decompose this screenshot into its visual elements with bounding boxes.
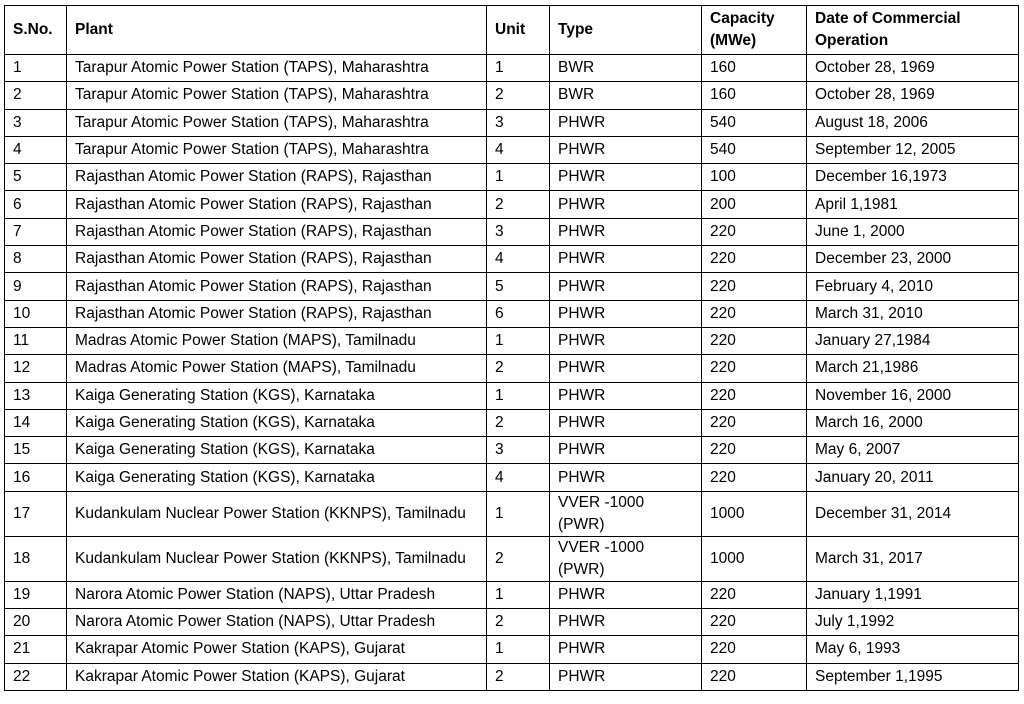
- cell-date: June 1, 2000: [807, 218, 1019, 245]
- cell-type: PHWR: [550, 218, 702, 245]
- cell-plant: Rajasthan Atomic Power Station (RAPS), Rajasthan: [67, 191, 487, 218]
- cell-date: January 27,1984: [807, 327, 1019, 354]
- cell-type: PHWR: [550, 382, 702, 409]
- header-capacity: Capacity (MWe): [702, 6, 807, 55]
- cell-plant: Narora Atomic Power Station (NAPS), Uttar Pradesh: [67, 609, 487, 636]
- table-row: [5, 82, 1019, 109]
- cell-sno: 8: [5, 246, 67, 273]
- cell-sno: 22: [5, 663, 67, 690]
- cell-capacity: 220: [702, 409, 807, 436]
- table-body: [5, 55, 1019, 691]
- cell-type: VVER -1000 (PWR): [550, 536, 702, 581]
- cell-capacity: 220: [702, 273, 807, 300]
- cell-date: January 1,1991: [807, 581, 1019, 608]
- cell-date: March 21,1986: [807, 355, 1019, 382]
- cell-date: August 18, 2006: [807, 109, 1019, 136]
- table-header-row: [5, 6, 1019, 55]
- table-row: [5, 218, 1019, 245]
- cell-unit: 2: [487, 536, 550, 581]
- cell-capacity: 1000: [702, 491, 807, 536]
- cell-capacity: 220: [702, 246, 807, 273]
- cell-capacity: 540: [702, 109, 807, 136]
- cell-date: March 31, 2017: [807, 536, 1019, 581]
- cell-type: PHWR: [550, 663, 702, 690]
- cell-plant: Tarapur Atomic Power Station (TAPS), Maharashtra: [67, 55, 487, 82]
- header-unit: Unit: [487, 6, 550, 55]
- cell-date: February 4, 2010: [807, 273, 1019, 300]
- cell-sno: 9: [5, 273, 67, 300]
- cell-type: PHWR: [550, 581, 702, 608]
- cell-sno: 2: [5, 82, 67, 109]
- header-sno: S.No.: [5, 6, 67, 55]
- cell-date: March 16, 2000: [807, 409, 1019, 436]
- cell-type: PHWR: [550, 609, 702, 636]
- cell-capacity: 220: [702, 355, 807, 382]
- table-row: [5, 437, 1019, 464]
- cell-unit: 1: [487, 491, 550, 536]
- cell-unit: 5: [487, 273, 550, 300]
- cell-type: PHWR: [550, 409, 702, 436]
- cell-date: March 31, 2010: [807, 300, 1019, 327]
- cell-unit: 1: [487, 327, 550, 354]
- cell-date: September 12, 2005: [807, 136, 1019, 163]
- cell-unit: 3: [487, 109, 550, 136]
- table-row: [5, 300, 1019, 327]
- cell-sno: 4: [5, 136, 67, 163]
- cell-unit: 2: [487, 82, 550, 109]
- cell-type: PHWR: [550, 355, 702, 382]
- cell-plant: Kudankulam Nuclear Power Station (KKNPS), Tamilnadu: [67, 491, 487, 536]
- cell-plant: Narora Atomic Power Station (NAPS), Uttar Pradesh: [67, 581, 487, 608]
- cell-type: PHWR: [550, 327, 702, 354]
- cell-plant: Rajasthan Atomic Power Station (RAPS), Rajasthan: [67, 300, 487, 327]
- cell-date: December 31, 2014: [807, 491, 1019, 536]
- cell-capacity: 1000: [702, 536, 807, 581]
- cell-date: October 28, 1969: [807, 55, 1019, 82]
- cell-type: PHWR: [550, 136, 702, 163]
- table-row: [5, 636, 1019, 663]
- cell-type: PHWR: [550, 164, 702, 191]
- cell-type: PHWR: [550, 191, 702, 218]
- table-row: [5, 355, 1019, 382]
- cell-type: PHWR: [550, 636, 702, 663]
- cell-unit: 1: [487, 581, 550, 608]
- cell-sno: 3: [5, 109, 67, 136]
- cell-capacity: 220: [702, 609, 807, 636]
- cell-plant: Tarapur Atomic Power Station (TAPS), Maharashtra: [67, 82, 487, 109]
- cell-sno: 15: [5, 437, 67, 464]
- cell-sno: 1: [5, 55, 67, 82]
- cell-plant: Kakrapar Atomic Power Station (KAPS), Gujarat: [67, 663, 487, 690]
- header-date: Date of Commercial Operation: [807, 6, 1019, 55]
- cell-plant: Rajasthan Atomic Power Station (RAPS), Rajasthan: [67, 164, 487, 191]
- cell-date: May 6, 1993: [807, 636, 1019, 663]
- cell-capacity: 100: [702, 164, 807, 191]
- table-row: [5, 409, 1019, 436]
- cell-capacity: 160: [702, 55, 807, 82]
- table-row: [5, 536, 1019, 581]
- table-row: [5, 464, 1019, 491]
- cell-sno: 18: [5, 536, 67, 581]
- table-row: [5, 491, 1019, 536]
- table-row: [5, 581, 1019, 608]
- cell-capacity: 540: [702, 136, 807, 163]
- cell-unit: 1: [487, 382, 550, 409]
- cell-sno: 17: [5, 491, 67, 536]
- cell-sno: 12: [5, 355, 67, 382]
- cell-type: PHWR: [550, 246, 702, 273]
- cell-plant: Tarapur Atomic Power Station (TAPS), Maharashtra: [67, 109, 487, 136]
- cell-date: July 1,1992: [807, 609, 1019, 636]
- cell-date: December 23, 2000: [807, 246, 1019, 273]
- header-plant: Plant: [67, 6, 487, 55]
- cell-sno: 7: [5, 218, 67, 245]
- cell-sno: 21: [5, 636, 67, 663]
- cell-capacity: 220: [702, 437, 807, 464]
- cell-plant: Rajasthan Atomic Power Station (RAPS), Rajasthan: [67, 273, 487, 300]
- cell-plant: Kaiga Generating Station (KGS), Karnataka: [67, 464, 487, 491]
- cell-type: VVER -1000 (PWR): [550, 491, 702, 536]
- cell-plant: Kudankulam Nuclear Power Station (KKNPS), Tamilnadu: [67, 536, 487, 581]
- cell-sno: 11: [5, 327, 67, 354]
- cell-unit: 4: [487, 246, 550, 273]
- cell-plant: Rajasthan Atomic Power Station (RAPS), Rajasthan: [67, 218, 487, 245]
- cell-type: PHWR: [550, 464, 702, 491]
- table-row: [5, 191, 1019, 218]
- cell-unit: 4: [487, 464, 550, 491]
- cell-plant: Madras Atomic Power Station (MAPS), Tamilnadu: [67, 355, 487, 382]
- cell-unit: 2: [487, 663, 550, 690]
- cell-sno: 19: [5, 581, 67, 608]
- cell-plant: Kakrapar Atomic Power Station (KAPS), Gujarat: [67, 636, 487, 663]
- cell-capacity: 220: [702, 300, 807, 327]
- cell-type: PHWR: [550, 300, 702, 327]
- cell-capacity: 220: [702, 218, 807, 245]
- cell-type: PHWR: [550, 437, 702, 464]
- table-row: [5, 663, 1019, 690]
- cell-type: BWR: [550, 55, 702, 82]
- cell-sno: 20: [5, 609, 67, 636]
- cell-plant: Kaiga Generating Station (KGS), Karnataka: [67, 409, 487, 436]
- table-row: [5, 273, 1019, 300]
- cell-capacity: 160: [702, 82, 807, 109]
- table-row: [5, 109, 1019, 136]
- cell-date: January 20, 2011: [807, 464, 1019, 491]
- cell-unit: 1: [487, 636, 550, 663]
- table-row: [5, 609, 1019, 636]
- cell-sno: 5: [5, 164, 67, 191]
- table-row: [5, 382, 1019, 409]
- cell-plant: Kaiga Generating Station (KGS), Karnataka: [67, 437, 487, 464]
- cell-date: November 16, 2000: [807, 382, 1019, 409]
- cell-plant: Tarapur Atomic Power Station (TAPS), Maharashtra: [67, 136, 487, 163]
- table-row: [5, 55, 1019, 82]
- table-row: [5, 246, 1019, 273]
- cell-unit: 3: [487, 437, 550, 464]
- cell-sno: 16: [5, 464, 67, 491]
- cell-date: October 28, 1969: [807, 82, 1019, 109]
- cell-unit: 6: [487, 300, 550, 327]
- cell-date: September 1,1995: [807, 663, 1019, 690]
- cell-plant: Rajasthan Atomic Power Station (RAPS), Rajasthan: [67, 246, 487, 273]
- header-type: Type: [550, 6, 702, 55]
- nuclear-plants-table: [4, 5, 1019, 691]
- cell-sno: 6: [5, 191, 67, 218]
- table-row: [5, 136, 1019, 163]
- cell-unit: 1: [487, 55, 550, 82]
- table-row: [5, 327, 1019, 354]
- cell-plant: Kaiga Generating Station (KGS), Karnataka: [67, 382, 487, 409]
- cell-unit: 2: [487, 609, 550, 636]
- cell-type: BWR: [550, 82, 702, 109]
- cell-type: PHWR: [550, 273, 702, 300]
- cell-sno: 10: [5, 300, 67, 327]
- cell-unit: 2: [487, 409, 550, 436]
- cell-capacity: 200: [702, 191, 807, 218]
- cell-unit: 1: [487, 164, 550, 191]
- cell-date: December 16,1973: [807, 164, 1019, 191]
- cell-type: PHWR: [550, 109, 702, 136]
- cell-plant: Madras Atomic Power Station (MAPS), Tamilnadu: [67, 327, 487, 354]
- cell-capacity: 220: [702, 636, 807, 663]
- cell-unit: 4: [487, 136, 550, 163]
- cell-date: May 6, 2007: [807, 437, 1019, 464]
- cell-capacity: 220: [702, 327, 807, 354]
- cell-sno: 13: [5, 382, 67, 409]
- cell-date: April 1,1981: [807, 191, 1019, 218]
- cell-capacity: 220: [702, 382, 807, 409]
- cell-unit: 2: [487, 355, 550, 382]
- cell-capacity: 220: [702, 464, 807, 491]
- cell-capacity: 220: [702, 663, 807, 690]
- cell-unit: 2: [487, 191, 550, 218]
- cell-capacity: 220: [702, 581, 807, 608]
- cell-unit: 3: [487, 218, 550, 245]
- cell-sno: 14: [5, 409, 67, 436]
- table-row: [5, 164, 1019, 191]
